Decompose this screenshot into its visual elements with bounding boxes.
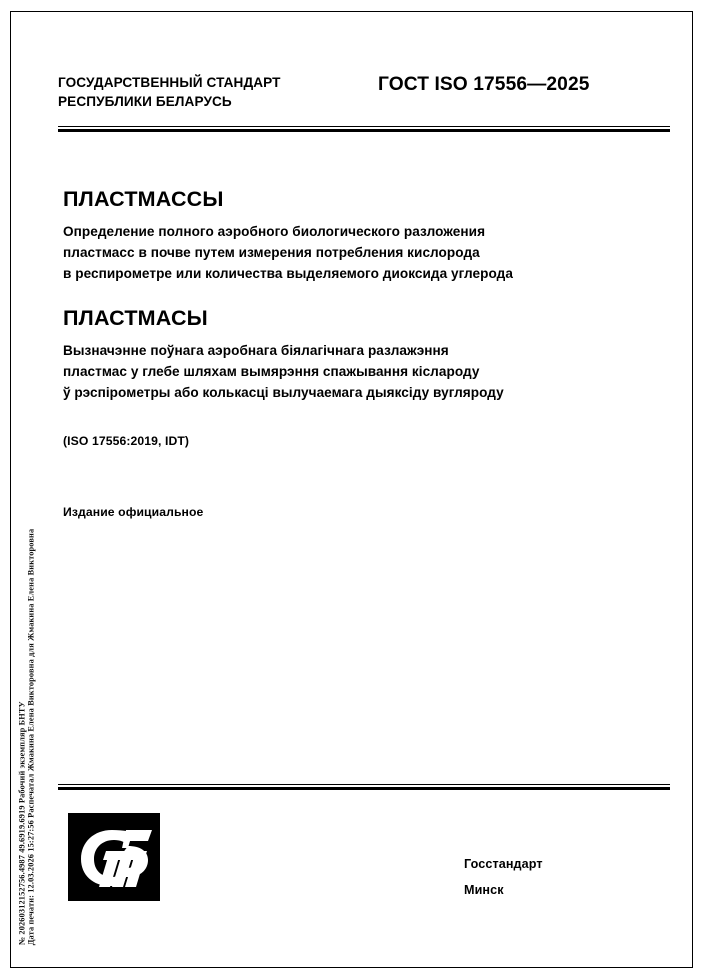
title-subtitle-belarusian <box>63 340 673 403</box>
title-block-russian <box>63 188 673 284</box>
rule-thin <box>58 784 670 785</box>
title-heading-belarusian: ПЛАСТМАСЫ <box>63 306 208 330</box>
rule-thin <box>58 126 670 127</box>
title-block-belarusian <box>63 307 673 403</box>
title-subtitle-russian <box>63 221 673 284</box>
title-ru-line-2: пластмасс в почве путем измерения потребления кислорода <box>63 244 480 260</box>
gosstandart-stb-emblem-icon <box>68 813 160 901</box>
footer-double-rule <box>58 784 670 790</box>
header-double-rule <box>58 126 670 132</box>
iso-reference: (ISO 17556:2019, IDT) <box>63 434 190 448</box>
title-ru-line-1: Определение полного аэробного биологического разложения <box>63 223 486 239</box>
title-be-line-3: ў рэспірометры або колькасці вылучаемага дыяксіду вугляроду <box>63 384 504 400</box>
stamp-print-date-line: Дата печати: 12.03.2026 15:27:56 Распечатал Жмакина Елена Викторовна для Жмакина Елена Викторовна <box>26 528 36 945</box>
standard-authority-line-1: ГОСУДАРСТВЕННЫЙ СТАНДАРТ <box>58 75 281 90</box>
rule-thick <box>58 787 670 790</box>
title-be-line-2: пластмас у глебе шляхам вымярэння спажывання кіслароду <box>63 363 480 379</box>
publisher-city: Минск <box>464 883 504 898</box>
title-ru-line-3: в респирометре или количества выделяемого диоксида углерода <box>63 265 513 281</box>
publisher-name: Госстандарт <box>464 857 543 871</box>
standard-authority-line-2: РЕСПУБЛИКИ БЕЛАРУСЬ <box>58 94 232 110</box>
standard-authority-title <box>58 73 378 112</box>
title-heading-russian: ПЛАСТМАССЫ <box>63 187 224 211</box>
footer-publisher-block <box>464 851 664 904</box>
document-number: ГОСТ ISO 17556—2025 <box>378 74 590 95</box>
title-be-line-1: Вызначэнне поўнага аэробнага біялагічнага разлажэння <box>63 342 449 358</box>
header-block <box>58 73 670 112</box>
official-edition-note: Издание официальное <box>63 505 204 519</box>
rule-thick <box>58 129 670 132</box>
stamp-document-number-line: № 20260312152756.4987 49.6919.6919 Рабочий экземпляр БНТУ <box>17 700 27 945</box>
header-row <box>58 73 670 112</box>
